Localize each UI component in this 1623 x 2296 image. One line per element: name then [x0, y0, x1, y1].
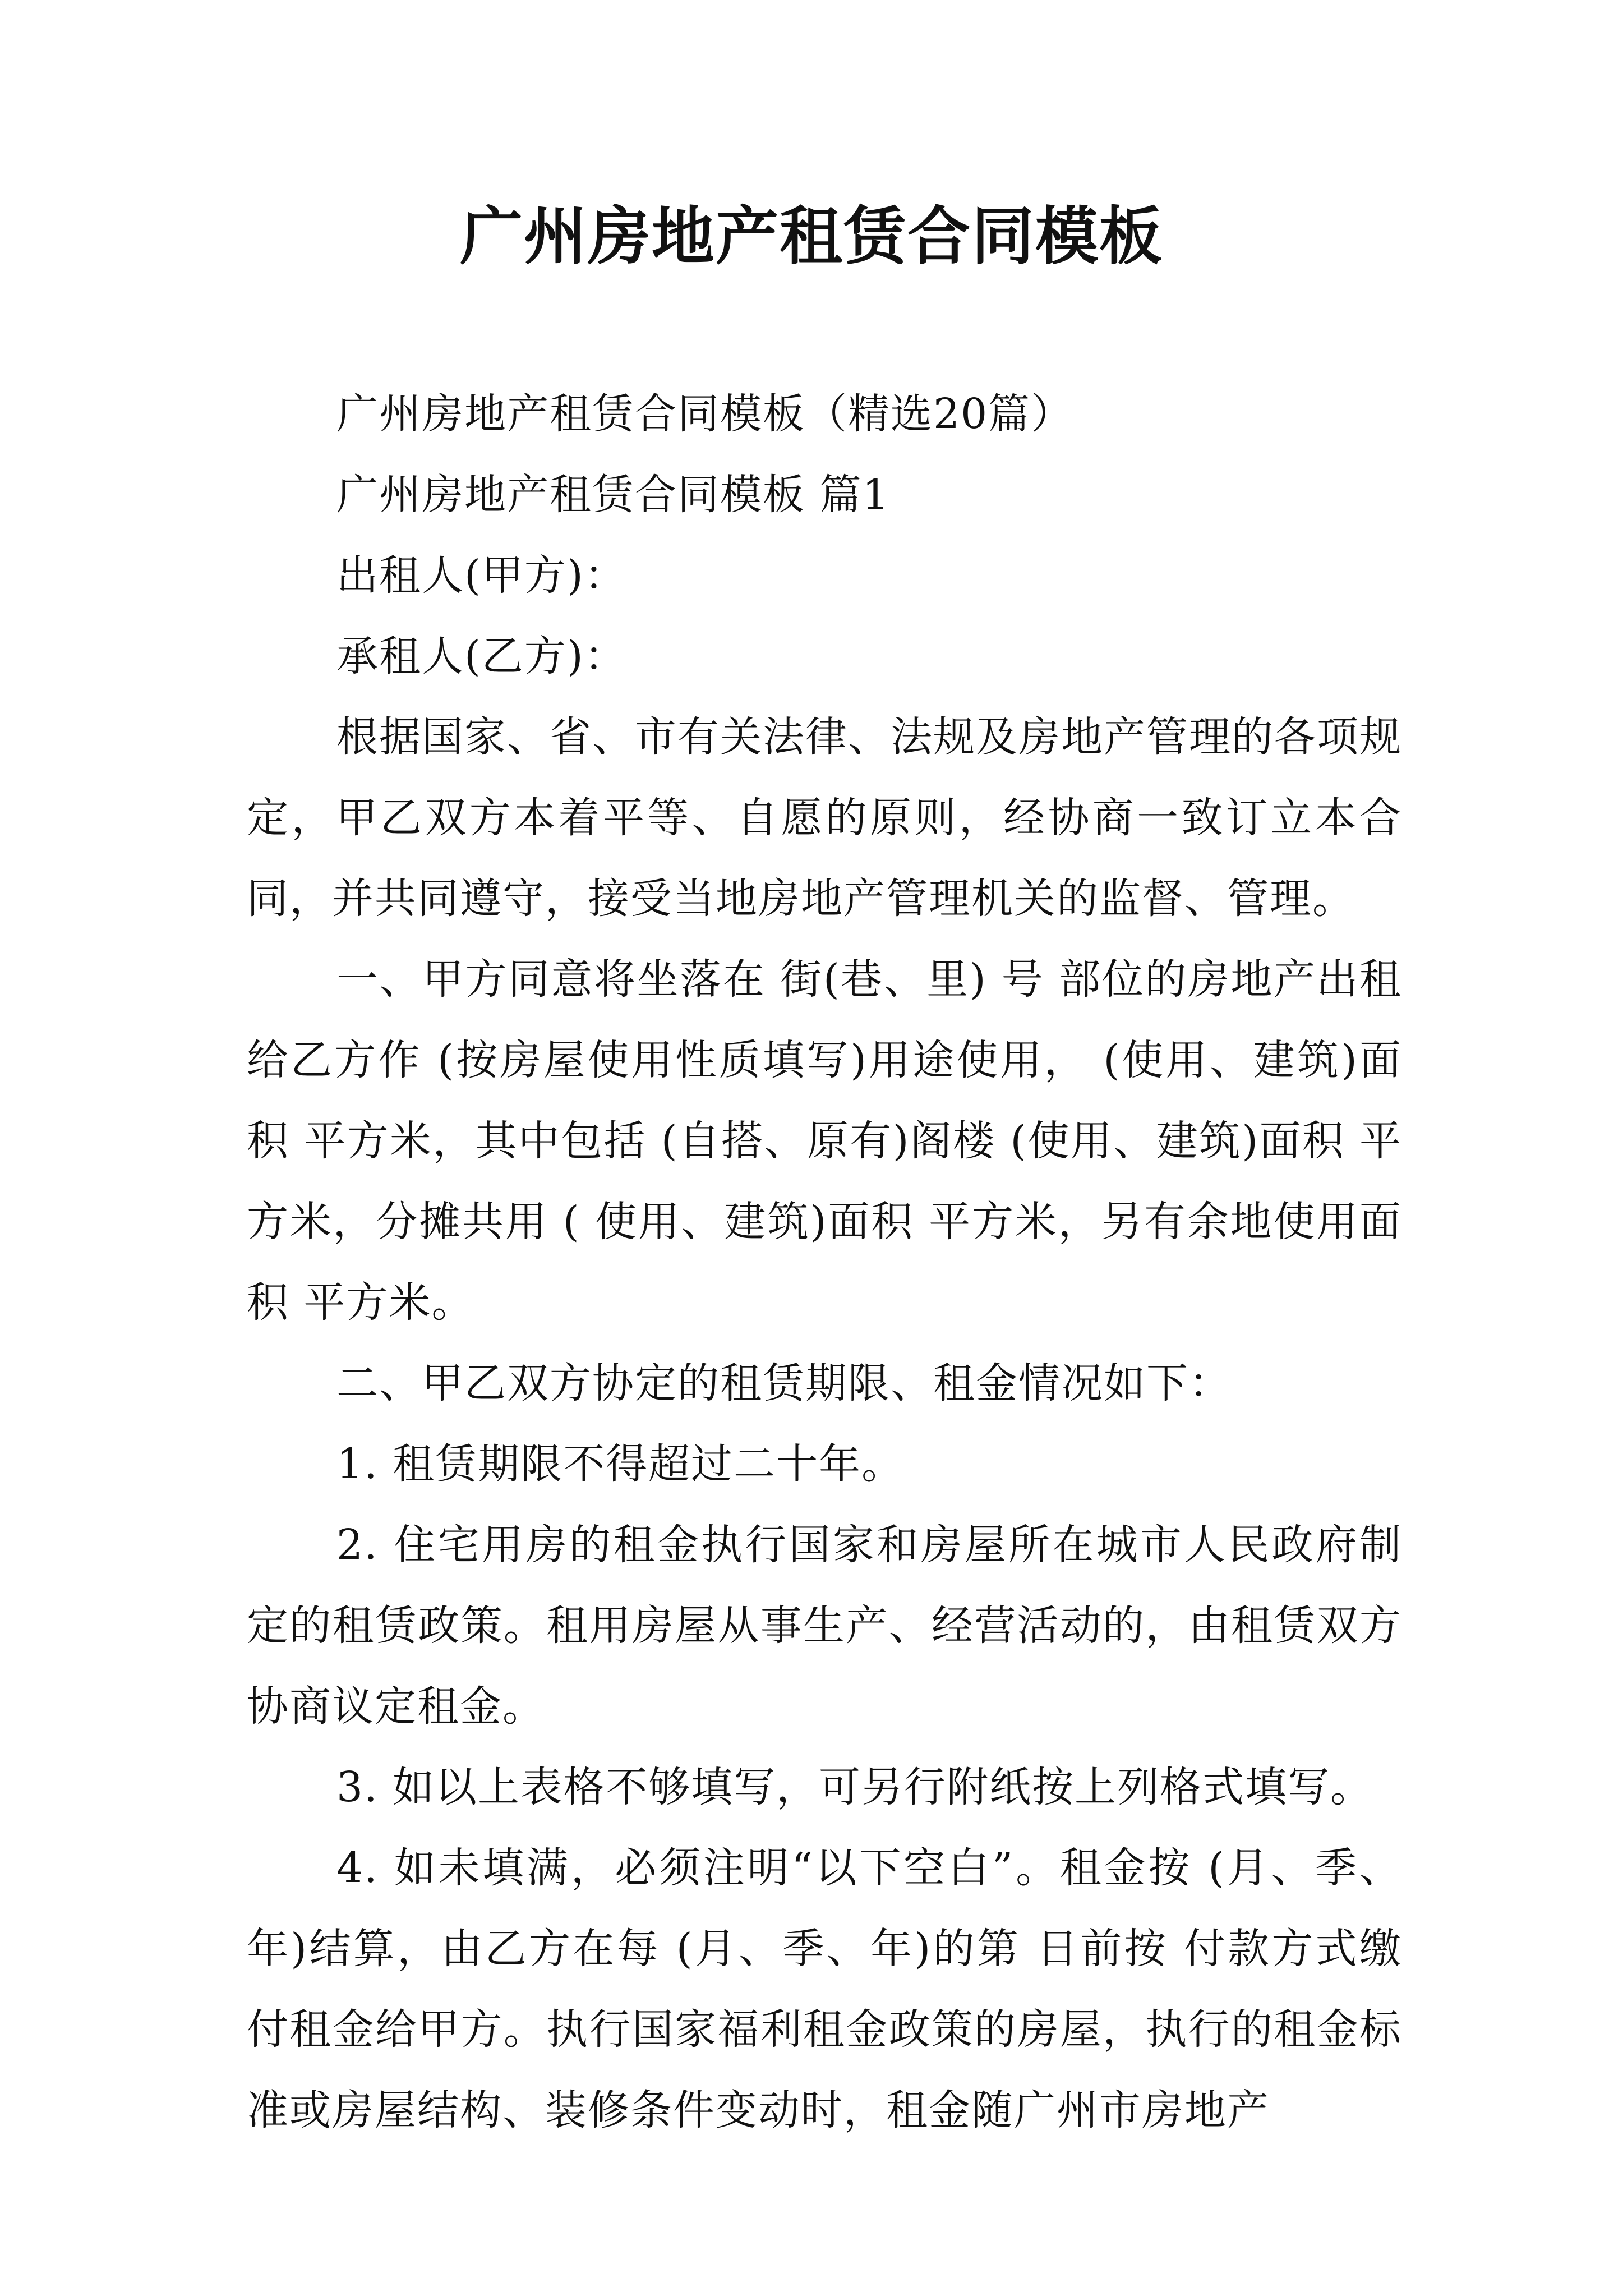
- paragraph-item-4: 4. 如未填满，必须注明“以下空白”。租金按 (月、季、年)结算，由乙方在每 (月、季、年)的第 日前按 付款方式缴付租金给甲方。执行国家福利租金政策的房屋，执行的租金标准或房屋结构、装修条件变动时，租金随广州市房地产: [247, 1844, 1402, 2134]
- paragraph-lessee: 承租人(乙方)：: [336, 632, 627, 680]
- paragraph-preamble: 根据国家、省、市有关法律、法规及房地产管理的各项规定，甲乙双方本着平等、自愿的原则，经协商一致订立本合同，并共同遵守，接受当地房地产管理机关的监督、管理。: [247, 713, 1402, 923]
- document-body: [247, 374, 1402, 2151]
- paragraph-clause-2: 二、甲乙双方协定的租赁期限、租金情况如下：: [336, 1359, 1232, 1407]
- paragraph-item-3: 3. 如以上表格不够填写，可另行附纸按上列格式填写。: [336, 1763, 1373, 1811]
- document-title: 广州房地产租赁合同模板: [460, 200, 1163, 273]
- paragraph-lessor: 出租人(甲方)：: [336, 551, 627, 600]
- paragraph-subtitle: 广州房地产租赁合同模板（精选20篇）: [336, 390, 1074, 438]
- paragraph-item-1: 1. 租赁期限不得超过二十年。: [336, 1440, 905, 1488]
- paragraph-clause-1: 一、甲方同意将坐落在 街(巷、里) 号 部位的房地产出租给乙方作 (按房屋使用性质填写)用途使用， (使用、建筑)面积 平方米，其中包括 (自搭、原有)阁楼 (使用、建筑)面积 平方米，分摊共用 ( 使用、建筑)面积 平方米，另有余地使用面积 平方米。: [247, 955, 1402, 1327]
- paragraph-item-2: 2. 住宅用房的租金执行国家和房屋所在城市人民政府制定的租赁政策。租用房屋从事生产、经营活动的，由租赁双方协商议定租金。: [247, 1521, 1402, 1731]
- paragraph-section-heading: 广州房地产租赁合同模板 篇1: [336, 471, 890, 519]
